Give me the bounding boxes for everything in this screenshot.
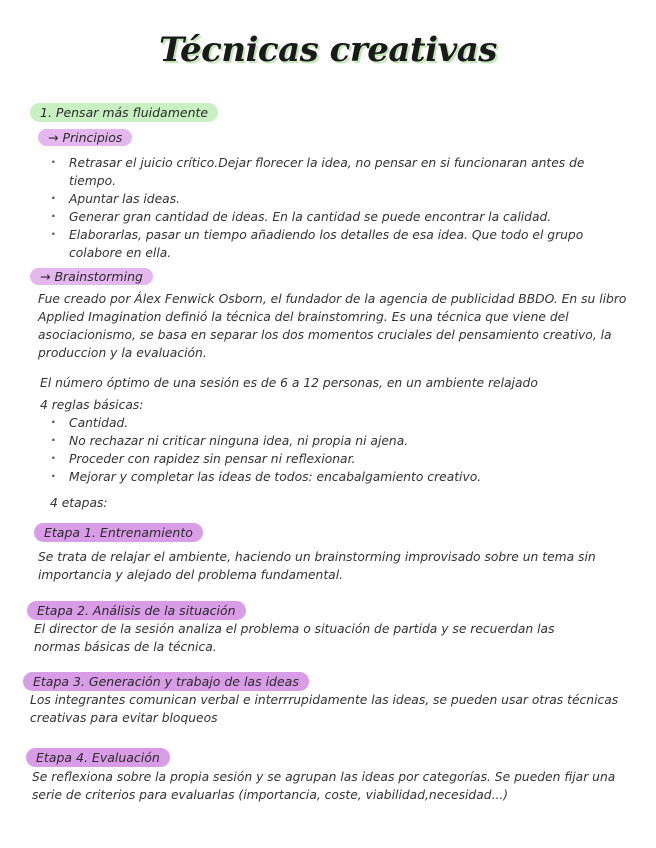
stage-2-text: El director de la sesión analiza el problema o situación de partida y se recuerdan las normas básicas de la técnica. xyxy=(34,622,555,654)
stage-3-text: Los integrantes comunican verbal e interrrupidamente las ideas, se pueden usar otras técnicas creativas para evitar bloqueos xyxy=(30,693,619,725)
brainstorming-heading xyxy=(30,266,153,285)
list-item: · Mejorar y completar las ideas de todos: encabalgamiento creativo. xyxy=(69,468,609,486)
stage-1-heading xyxy=(34,522,203,541)
stage-4-heading xyxy=(26,747,170,766)
principles-list xyxy=(69,154,609,262)
stage-2-heading xyxy=(27,600,246,619)
optimal-size-text: El número óptimo de una sesión es de 6 a 12 personas, en un ambiente relajado xyxy=(40,376,538,390)
stage-2-label: Etapa 2. Análisis de la situación xyxy=(27,601,246,620)
stage-1-text: Se trata de relajar el ambiente, haciendo un brainstorming improvisado sobre un tema sin importancia y alejado del problema fundamental. xyxy=(38,550,596,582)
list-item: · Proceder con rapidez sin pensar ni reflexionar. xyxy=(69,450,609,468)
brainstorming-intro: Fue creado por Álex Fenwick Osborn, el fundador de la agencia de publicidad BBDO. En su libro Applied Imagination definió la técnica del brainstomring. Es una técnica que viene del asociacionismo, se basa en separar los dos momentos cruciales del pensamiento creativo, la produccion y la evaluación. xyxy=(38,292,627,360)
page-title: Técnicas creativas xyxy=(159,30,497,70)
list-item: · Generar gran cantidad de ideas. En la cantidad se puede encontrar la calidad. xyxy=(69,208,609,226)
stage-4-label: Etapa 4. Evaluación xyxy=(26,748,170,767)
rules-list xyxy=(69,414,609,486)
rules-label: 4 reglas básicas: xyxy=(40,398,144,412)
principles-heading xyxy=(38,127,132,146)
stage-1-label: Etapa 1. Entrenamiento xyxy=(34,523,203,542)
section-heading xyxy=(30,102,218,121)
section-heading-label: 1. Pensar más fluidamente xyxy=(30,103,218,122)
principles-label: → Principios xyxy=(38,129,132,146)
list-item: · Cantidad. xyxy=(69,414,609,432)
list-item: · Elaborarlas, pasar un tiempo añadiendo los detalles de esa idea. Que todo el grupo colabore en ella. xyxy=(69,226,609,262)
list-item: · No rechazar ni criticar ninguna idea, ni propia ni ajena. xyxy=(69,432,609,450)
stage-3-label: Etapa 3. Generación y trabajo de las ideas xyxy=(23,672,309,691)
list-item: · Retrasar el juicio crítico.Dejar florecer la idea, no pensar en si funcionaran antes de tiempo. xyxy=(69,154,609,190)
stage-3-heading xyxy=(23,671,309,690)
list-item: · Apuntar las ideas. xyxy=(69,190,609,208)
stage-4-text: Se reflexiona sobre la propia sesión y se agrupan las ideas por categorías. Se pueden fijar una serie de criterios para evaluarlas (importancia, coste, viabilidad,necesidad...) xyxy=(32,770,616,802)
brainstorming-label: → Brainstorming xyxy=(30,268,153,285)
stages-label: 4 etapas: xyxy=(50,496,108,510)
